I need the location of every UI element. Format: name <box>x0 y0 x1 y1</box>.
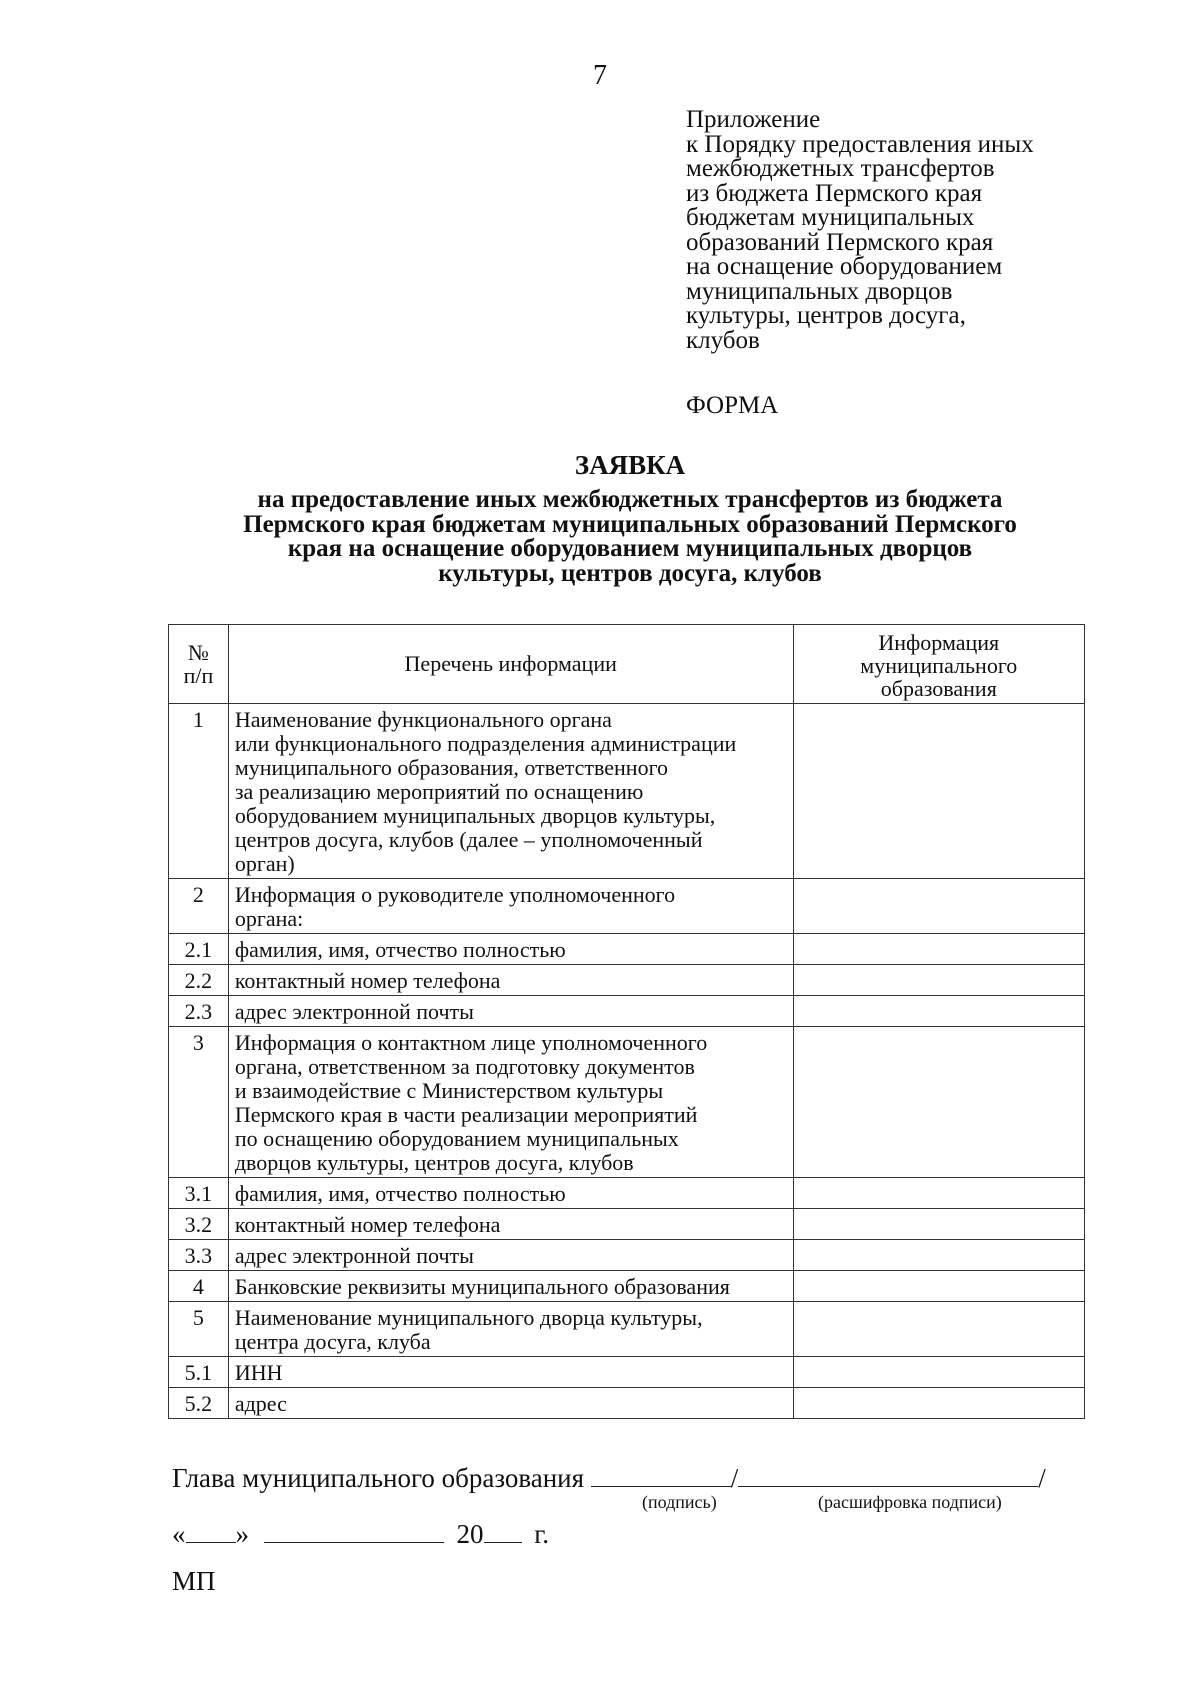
row-description-line: адрес электронной почты <box>234 1243 474 1268</box>
table-row <box>169 1178 1085 1209</box>
appendix-line: Приложение <box>686 106 821 133</box>
appendix-line: муниципальных дворцов <box>686 277 953 305</box>
table-row <box>169 1271 1085 1302</box>
row-info-cell[interactable] <box>793 1178 1084 1209</box>
signature-field[interactable] <box>591 1460 731 1487</box>
signature-decode-hint: (расшифровка подписи) <box>818 1492 1002 1512</box>
row-description <box>228 879 793 934</box>
appendix-line: из бюджета Пермского края <box>686 179 983 207</box>
row-description-line: Информация о руководителе уполномоченного <box>234 882 676 907</box>
signature-decode-field[interactable] <box>738 1460 1038 1487</box>
date-line <box>172 1516 549 1550</box>
row-description-line: адрес электронной почты <box>234 999 474 1024</box>
row-description <box>228 1178 793 1209</box>
signature-slash: / <box>730 1463 739 1493</box>
row-description-line: по оснащению оборудованием муниципальных <box>234 1126 679 1151</box>
row-description-line: фамилия, имя, отчество полностью <box>234 937 566 962</box>
row-number: 3.2 <box>169 1209 229 1240</box>
date-close-quote: » <box>235 1519 249 1549</box>
form-label: ФОРМА <box>686 392 779 419</box>
row-description-line: Наименование муниципального дворца культуры, <box>234 1305 703 1330</box>
signature-label: Глава муниципального образования <box>172 1463 585 1493</box>
row-description <box>228 1027 793 1178</box>
row-info-cell[interactable] <box>793 1209 1084 1240</box>
appendix-line: бюджетам муниципальных <box>686 204 975 231</box>
table-row <box>169 965 1085 996</box>
row-description-line: ИНН <box>234 1360 283 1385</box>
appendix-block <box>686 108 1146 353</box>
row-description-line: за реализацию мероприятий по оснащению <box>234 779 644 804</box>
document-subtitle <box>150 488 1110 586</box>
row-info-cell[interactable] <box>793 996 1084 1027</box>
row-info-cell[interactable] <box>793 704 1084 879</box>
subtitle-line: на предоставление иных межбюджетных трансфертов из бюджета <box>257 486 1003 513</box>
application-table <box>168 624 1085 1419</box>
row-info-cell[interactable] <box>793 1240 1084 1271</box>
row-description-line: центра досуга, клуба <box>234 1329 431 1354</box>
row-number: 2.3 <box>169 996 229 1027</box>
signature-slash-end: / <box>1038 1463 1046 1493</box>
row-description-line: дворцов культуры, центров досуга, клубов <box>234 1150 634 1175</box>
row-info-cell[interactable] <box>793 1388 1084 1419</box>
year-suffix: г. <box>534 1519 550 1549</box>
row-description-line: или функционального подразделения администрации <box>234 731 737 756</box>
row-description-line: Банковские реквизиты муниципального образования <box>234 1274 730 1299</box>
row-description <box>228 1240 793 1271</box>
table-row <box>169 1209 1085 1240</box>
table-row <box>169 1027 1085 1178</box>
appendix-line: к Порядку предоставления иных <box>686 130 1034 158</box>
header-info-line: образования <box>880 676 997 701</box>
row-description <box>228 1209 793 1240</box>
row-description-line: органа: <box>234 906 304 931</box>
row-info-cell[interactable] <box>793 1302 1084 1357</box>
row-description <box>228 1388 793 1419</box>
row-description-line: орган) <box>234 851 295 876</box>
header-number-line: п/п <box>183 663 214 688</box>
row-description <box>228 1357 793 1388</box>
row-description-line: Пермского края в части реализации мероприятий <box>234 1102 698 1127</box>
row-description-line: и взаимодействие с Министерством культуры <box>234 1078 664 1103</box>
row-description-line: контактный номер телефона <box>234 968 501 993</box>
table-row <box>169 1357 1085 1388</box>
row-description-line: муниципального образования, ответственного <box>234 755 669 780</box>
row-description <box>228 965 793 996</box>
row-description <box>228 1302 793 1357</box>
row-description <box>228 934 793 965</box>
row-description-line: Информация о контактном лице уполномоченного <box>234 1030 708 1055</box>
month-field[interactable] <box>264 1516 444 1543</box>
header-info <box>793 625 1084 704</box>
page-number: 7 <box>593 60 607 91</box>
row-number: 2 <box>169 879 229 934</box>
row-description-line: контактный номер телефона <box>234 1212 501 1237</box>
appendix-line: клубов <box>686 326 760 354</box>
row-number: 5.1 <box>169 1357 229 1388</box>
year-prefix: 20 <box>456 1519 484 1549</box>
header-number <box>169 625 229 704</box>
row-info-cell[interactable] <box>793 1027 1084 1178</box>
row-info-cell[interactable] <box>793 1357 1084 1388</box>
table-row <box>169 704 1085 879</box>
row-description-line: Наименование функционального органа <box>234 707 612 732</box>
row-number: 2.2 <box>169 965 229 996</box>
row-description-line: оборудованием муниципальных дворцов культуры, <box>234 803 716 828</box>
date-open-quote: « <box>172 1519 186 1549</box>
year-field[interactable] <box>484 1516 522 1543</box>
row-description-line: адрес <box>234 1391 287 1416</box>
header-description: Перечень информации <box>228 625 793 704</box>
header-info-line: Информация <box>878 630 1000 655</box>
row-info-cell[interactable] <box>793 934 1084 965</box>
subtitle-line: края на оснащение оборудованием муниципальных дворцов <box>287 535 973 562</box>
signature-line <box>172 1460 1046 1494</box>
row-description <box>228 1271 793 1302</box>
table-row <box>169 996 1085 1027</box>
appendix-line: образований Пермского края <box>686 228 994 256</box>
table-body <box>169 704 1085 1419</box>
row-number: 3 <box>169 1027 229 1178</box>
table-header-row <box>169 625 1085 704</box>
appendix-line: на оснащение оборудованием <box>686 253 1003 280</box>
row-info-cell[interactable] <box>793 879 1084 934</box>
header-info-line: муниципального <box>860 653 1018 678</box>
row-info-cell[interactable] <box>793 1271 1084 1302</box>
appendix-line: межбюджетных трансфертов <box>686 155 995 182</box>
signature-hint: (подпись) <box>642 1492 717 1512</box>
appendix-line: культуры, центров досуга, <box>686 302 966 329</box>
row-number: 1 <box>169 704 229 879</box>
row-description <box>228 704 793 879</box>
day-field[interactable] <box>186 1516 236 1543</box>
row-number: 5 <box>169 1302 229 1357</box>
table-row <box>169 1302 1085 1357</box>
row-description-line: центров досуга, клубов (далее – уполномоченный <box>234 827 703 852</box>
row-number: 2.1 <box>169 934 229 965</box>
row-description-line: органа, ответственном за подготовку документов <box>234 1054 695 1079</box>
row-info-cell[interactable] <box>793 965 1084 996</box>
row-number: 5.2 <box>169 1388 229 1419</box>
subtitle-line: культуры, центров досуга, клубов <box>438 559 822 587</box>
table-row <box>169 879 1085 934</box>
table-row <box>169 1388 1085 1419</box>
row-number: 3.1 <box>169 1178 229 1209</box>
table-row <box>169 1240 1085 1271</box>
header-number-line: № <box>187 640 209 665</box>
document-title: ЗАЯВКА <box>574 450 686 480</box>
row-description-line: фамилия, имя, отчество полностью <box>234 1181 566 1206</box>
row-number: 4 <box>169 1271 229 1302</box>
seal-label: МП <box>172 1566 216 1596</box>
table-row <box>169 934 1085 965</box>
row-number: 3.3 <box>169 1240 229 1271</box>
subtitle-line: Пермского края бюджетам муниципальных образований Пермского <box>243 510 1017 538</box>
row-description <box>228 996 793 1027</box>
